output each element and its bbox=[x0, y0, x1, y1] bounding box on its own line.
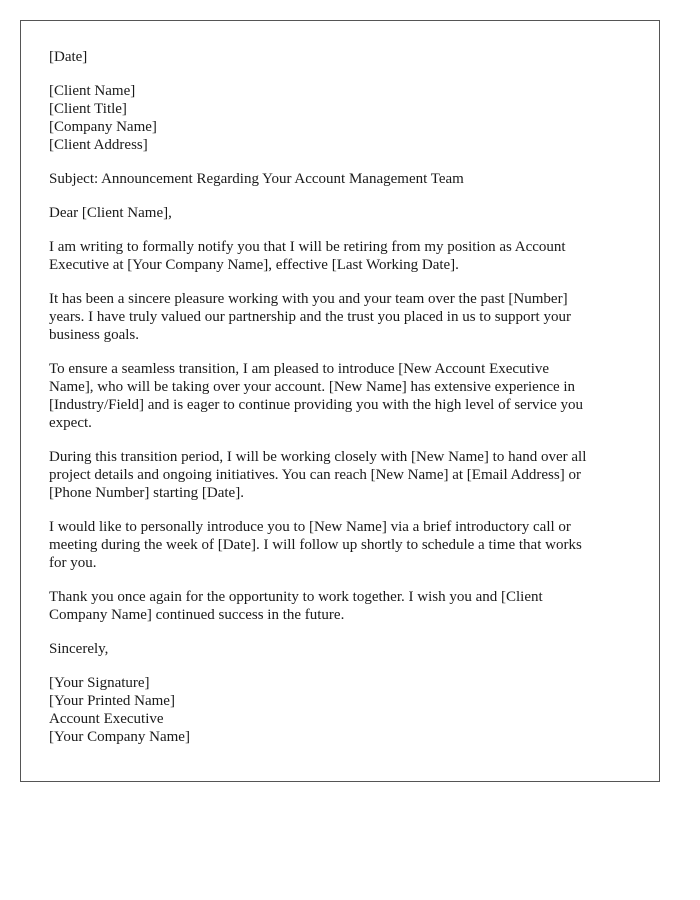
paragraph-line: Executive at [Your Company Name], effective [Last Working Date]. bbox=[49, 257, 459, 273]
body-paragraph-introduction bbox=[49, 360, 631, 432]
paragraph-line: To ensure a seamless transition, I am pleased to introduce [New Account Executive bbox=[49, 361, 550, 377]
subject-block bbox=[49, 170, 631, 188]
paragraph-line: It has been a sincere pleasure working with you and your team over the past [Number] bbox=[49, 291, 568, 307]
sender-company: [Your Company Name] bbox=[49, 729, 190, 745]
closing-block bbox=[49, 640, 631, 658]
paragraph-line: business goals. bbox=[49, 327, 139, 343]
body-paragraph-transition bbox=[49, 448, 631, 502]
paragraph-line: Name], who will be taking over your account. [New Name] has extensive experience in bbox=[49, 379, 576, 395]
subject-line: Subject: Announcement Regarding Your Account Management Team bbox=[49, 171, 464, 187]
body-paragraph-appreciation bbox=[49, 290, 631, 344]
letter-page bbox=[20, 20, 660, 782]
salutation-block bbox=[49, 204, 631, 222]
closing: Sincerely, bbox=[49, 641, 109, 657]
letter-date: [Date] bbox=[49, 49, 88, 65]
signature-block bbox=[49, 674, 631, 746]
paragraph-line: [Phone Number] starting [Date]. bbox=[49, 485, 244, 501]
paragraph-line: Company Name] continued success in the future. bbox=[49, 607, 345, 623]
recipient-address: [Client Address] bbox=[49, 137, 148, 153]
paragraph-line: for you. bbox=[49, 555, 97, 571]
body-paragraph-meeting bbox=[49, 518, 631, 572]
recipient-name: [Client Name] bbox=[49, 83, 136, 99]
recipient-company: [Company Name] bbox=[49, 119, 157, 135]
letter-date-block bbox=[49, 48, 631, 66]
paragraph-line: years. I have truly valued our partnership and the trust you placed in us to support your bbox=[49, 309, 571, 325]
signature-placeholder: [Your Signature] bbox=[49, 675, 150, 691]
printed-name: [Your Printed Name] bbox=[49, 693, 175, 709]
paragraph-line: project details and ongoing initiatives. You can reach [New Name] at [Email Address] or bbox=[49, 467, 581, 483]
body-paragraph-retirement bbox=[49, 238, 631, 274]
recipient-block bbox=[49, 82, 631, 154]
paragraph-line: expect. bbox=[49, 415, 92, 431]
paragraph-line: [Industry/Field] and is eager to continue providing you with the high level of service you bbox=[49, 397, 584, 413]
paragraph-line: During this transition period, I will be working closely with [New Name] to hand over all bbox=[49, 449, 587, 465]
paragraph-line: I am writing to formally notify you that I will be retiring from my position as Account bbox=[49, 239, 566, 255]
paragraph-line: Thank you once again for the opportunity to work together. I wish you and [Client bbox=[49, 589, 543, 605]
sender-title: Account Executive bbox=[49, 711, 164, 727]
paragraph-line: I would like to personally introduce you to [New Name] via a brief introductory call or bbox=[49, 519, 571, 535]
paragraph-line: meeting during the week of [Date]. I will follow up shortly to schedule a time that works bbox=[49, 537, 582, 553]
salutation: Dear [Client Name], bbox=[49, 205, 172, 221]
recipient-title: [Client Title] bbox=[49, 101, 127, 117]
body-paragraph-thanks bbox=[49, 588, 631, 624]
